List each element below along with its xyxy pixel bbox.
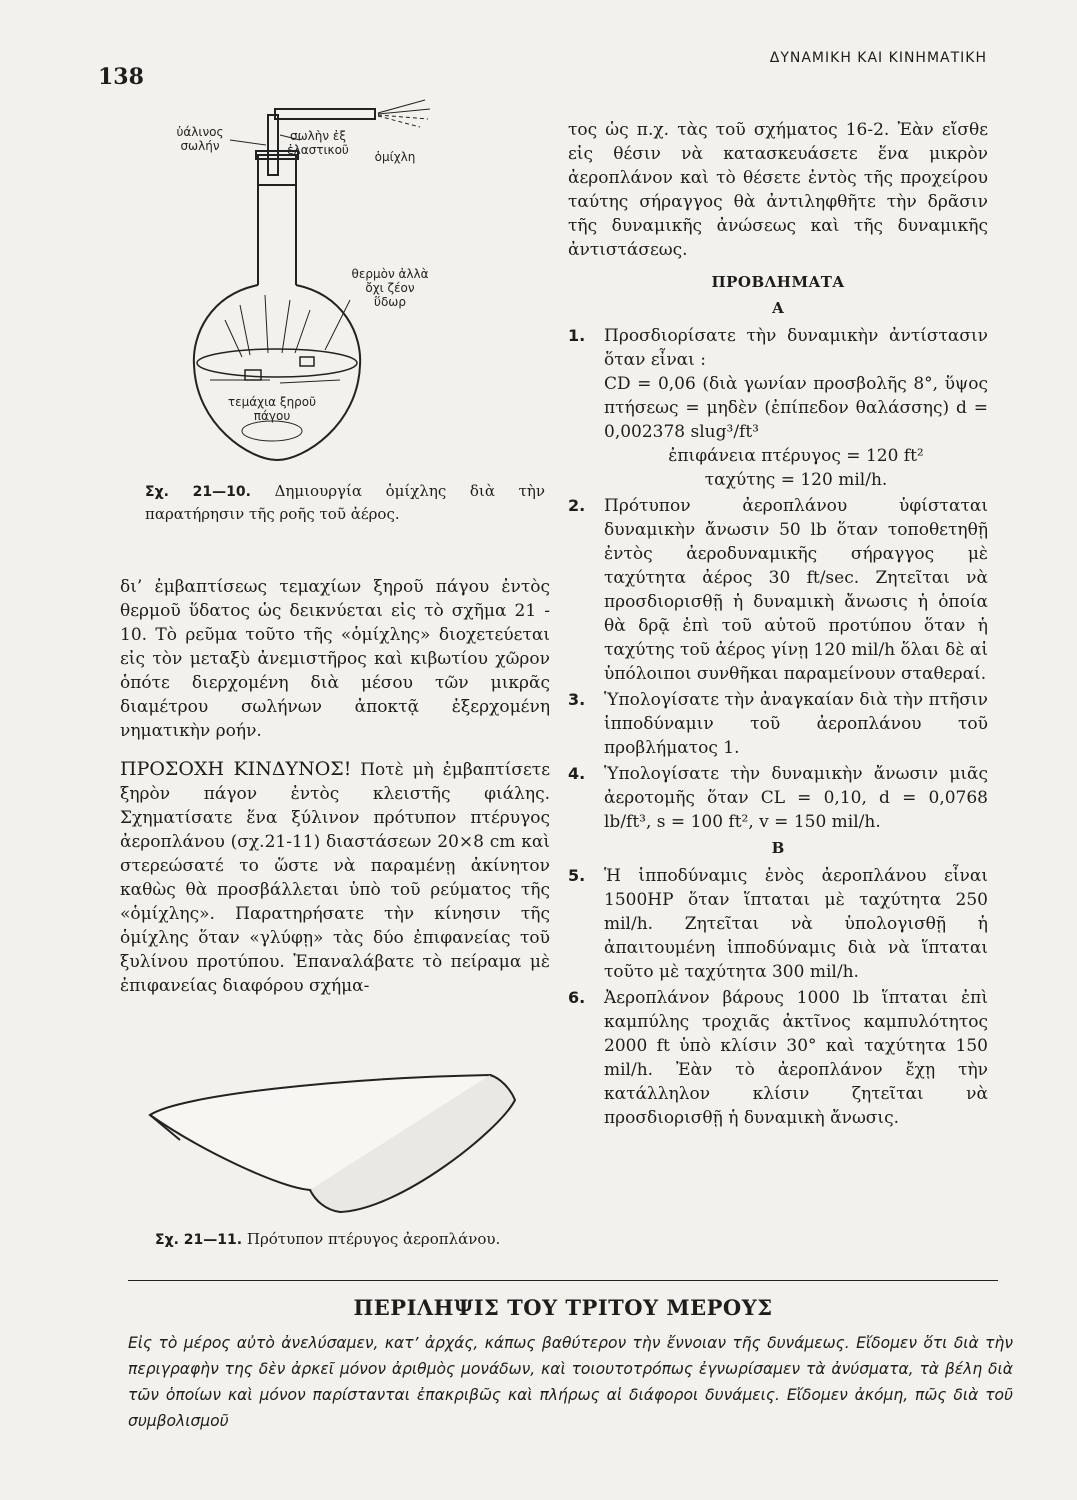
section-b-label: Β xyxy=(771,839,785,857)
figure-11-number: Σχ. 21—11. xyxy=(155,1232,243,1248)
section-a-label: Α xyxy=(772,299,784,317)
left-paragraph-2-text: Ποτὲ μὴ ἐμβαπτίσετε ξηρὸν πάγον ἐντὸς κλειστῆς φιάλης. Σχηματίσατε ἕνα ξύλινον πρότυπον πτέρυγος ἀεροπλάνου (σχ.21-11) διαστάσεων 20×8 cm καὶ στερεώσατέ το ὥστε νὰ παραμένῃ ἀκίνητον καθὼς θὰ προσβάλλεται ὑπὸ τοῦ ρεύματος τῆς «ὁμίχλης». Παρατηρήσατε τὴν κίνησιν τῆς ὁμίχλης ὅταν «γλύφῃ» τὰς δύο ἐπιφανείας τοῦ ξυλίνου προτύπου. Ἐπαναλάβατε τὸ πείραμα μὲ ἐπιφανείας διαφόρου σχήμα- xyxy=(120,760,550,996)
problem-1 xyxy=(568,324,988,492)
warning-lead: ΠΡΟΣΟΧΗ ΚΙΝΔΥΝΟΣ! xyxy=(120,758,352,780)
figure-fog-flask xyxy=(150,95,550,465)
left-paragraph-1: δι’ ἐμβαπτίσεως τεμαχίων ξηροῦ πάγου ἐντὸς θερμοῦ ὕδατος ὡς δεικνύεται εἰς τὸ σχῆμα 21 - 10. Τὸ ρεῦμα τοῦτο τῆς «ὁμίχλης» διοχετεύεται εἰς τὸν μεταξὺ ἀνεμιστῆρος καὶ κιβωτίου χῶρον ὁπότε διερχομένη διὰ μέσου τῶν μικρᾶς διαμέτρου σωλήνων ἀποκτᾷ ἐξερχομένη νηματικὴν ροήν. xyxy=(120,577,550,741)
problem-1-line-1: CD = 0,06 (διὰ γωνίαν προσβολῆς 8°, ὕψος πτήσεως = μηδὲν (ἐπίπεδον θαλάσσης) d = 0,002378 slug³/ft³ xyxy=(604,374,988,442)
problem-2-text: Πρότυπον ἀεροπλάνου ὑφίσταται δυναμικὴν ἄνωσιν 50 lb ὅταν τοποθετηθῇ ἐντὸς ἀεροδυναμικῆς σήραγγος μὲ ταχύτητα ἀέρος 30 ft/sec. Ζητεῖται νὰ προσδιορισθῇ ἡ δυναμικὴ ἄνωσις ἡ ὁποία θὰ δρᾷ ἐπὶ τοῦ αὐτοῦ προτύπου ὅταν ἡ ταχύτης τοῦ ἀέρος γίνῃ 120 mil/h ὅλαι δὲ αἱ ὑπόλοιποι συνθῆκαι παραμείνουν σταθεραί. xyxy=(604,496,988,684)
label-rubber-tube: σωλὴν ἐξ ἐλαστικοῦ xyxy=(287,129,349,157)
label-water: θερμὸν ἀλλὰ ὄχι ζέον ὕδωρ xyxy=(351,267,429,309)
problem-6-text: Ἀεροπλάνον βάρους 1000 lb ἵπταται ἐπὶ καμπύλης τροχιᾶς ἀκτῖνος καμπυλότητος 2000 ft ὑπὸ κλίσιν 30° καὶ ταχύτητα 150 mil/h. Ἐὰν τὸ ἀεροπλάνον ἔχῃ τὴν κατάλληλον κλίσιν ζητεῖται νὰ προσδιορισθῇ ἡ δυναμικὴ ἄνωσις. xyxy=(604,988,988,1128)
label-glass-tube: ὑάλινος σωλήν xyxy=(176,125,224,153)
problem-6-number: 6. xyxy=(568,988,586,1007)
left-paragraph-2 xyxy=(120,757,550,998)
summary-title: ΠΕΡΙΛΗΨΙΣ ΤΟΥ ΤΡΙΤΟΥ ΜΕΡΟΥΣ xyxy=(353,1295,773,1320)
summary-rule xyxy=(128,1280,998,1281)
problem-1-line-2: ἐπιφάνεια πτέρυγος = 120 ft² xyxy=(668,446,924,466)
figure-11-caption xyxy=(155,1228,575,1251)
figure-10-number: Σχ. 21—10. xyxy=(145,484,251,500)
label-dry-ice: τεμάχια ξηροῦ πάγου xyxy=(227,395,317,423)
right-paragraph-1: τος ὡς π.χ. τὰς τοῦ σχήματος 16-2. Ἐὰν εἴσθε εἰς θέσιν νὰ κατασκευάσετε ἕνα μικρὸν ἀεροπλάνον καὶ τὸ θέσετε ἐντὸς τῆς προχείρου ταύτης σήραγγος θὰ ἀντιληφθῆτε τὴν δρᾶσιν τῆς δυναμικῆς ἀνώσεως καὶ τῆς δυναμικῆς ἀντιστάσεως. xyxy=(568,120,988,260)
problem-2 xyxy=(568,494,988,686)
problem-1-line-3: ταχύτης = 120 mil/h. xyxy=(704,470,888,490)
problem-4 xyxy=(568,762,988,834)
problem-2-number: 2. xyxy=(568,496,586,515)
figure-10-text: Δημιουργία ὁμίχλης διὰ τὴν παρατήρησιν τῆς ροῆς τοῦ ἀέρος. xyxy=(145,482,545,523)
running-head: ΔΥΝΑΜΙΚΗ ΚΑΙ ΚΙΝΗΜΑΤΙΚΗ xyxy=(769,50,987,66)
figure-wing-model xyxy=(140,1070,540,1220)
problem-3 xyxy=(568,688,988,760)
problem-6 xyxy=(568,986,988,1130)
problem-5-number: 5. xyxy=(568,866,586,885)
wing-illustration xyxy=(140,1070,540,1220)
problem-5-text: Ἡ ἱπποδύναμις ἑνὸς ἀεροπλάνου εἶναι 1500HP ὅταν ἵπταται μὲ ταχύτητα 250 mil/h. Ζητεῖται νὰ ὑπολογισθῇ ἡ ἀπαιτουμένη ἱπποδύναμις διὰ νὰ ἵπταται τοῦτο μὲ ταχύτητα 300 mil/h. xyxy=(604,866,988,982)
problem-1-number: 1. xyxy=(568,326,586,345)
problem-4-text: Ὑπολογίσατε τὴν δυναμικὴν ἄνωσιν μιᾶς ἀεροτομῆς ὅταν CL = 0,10, d = 0,0768 lb/ft³, s = 100 ft², v = 150 mil/h. xyxy=(604,764,988,832)
problem-1-text: Προσδιορίσατε τὴν δυναμικὴν ἀντίστασιν ὅταν εἶναι : xyxy=(604,326,988,370)
problems-title: ΠΡΟΒΛΗΜΑΤΑ xyxy=(711,273,845,291)
label-fog: ὁμίχλη xyxy=(374,150,416,164)
right-column xyxy=(568,118,988,1132)
problem-5 xyxy=(568,864,988,984)
figure-11-text: Πρότυπον πτέρυγος ἀεροπλάνου. xyxy=(246,1230,501,1248)
figure-10-caption xyxy=(145,480,545,525)
problem-3-number: 3. xyxy=(568,690,586,709)
problem-4-number: 4. xyxy=(568,764,586,783)
left-column xyxy=(120,575,550,998)
page-number: 138 xyxy=(98,64,144,90)
problem-3-text: Ὑπολογίσατε τὴν ἀναγκαίαν διὰ τὴν πτῆσιν ἱπποδύναμιν τοῦ ἀεροπλάνου τοῦ προβλήματος 1. xyxy=(604,690,988,758)
summary-text: Εἰς τὸ μέρος αὐτὸ ἀνελύσαμεν, κατ’ ἀρχάς, κάπως βαθύτερον τὴν ἔννοιαν τῆς δυνάμεως. Εἴδομεν ὅτι διὰ τὴν περιγραφὴν της δὲν ἀρκεῖ μόνον ἀριθμὸς μονάδων, καὶ τοιουτοτρόπως ἐγνωρίσαμεν τὰ ἀνύσματα, τὰ βέλη διὰ τῶν ὁποίων καὶ μόνον παρίστανται ἐπακριβῶς καὶ πλήρως αἱ διάφοροι δυνάμεις. Εἴδομεν ἀκόμη, πῶς διὰ τοῦ συμβολισμοῦ xyxy=(128,1334,1013,1430)
